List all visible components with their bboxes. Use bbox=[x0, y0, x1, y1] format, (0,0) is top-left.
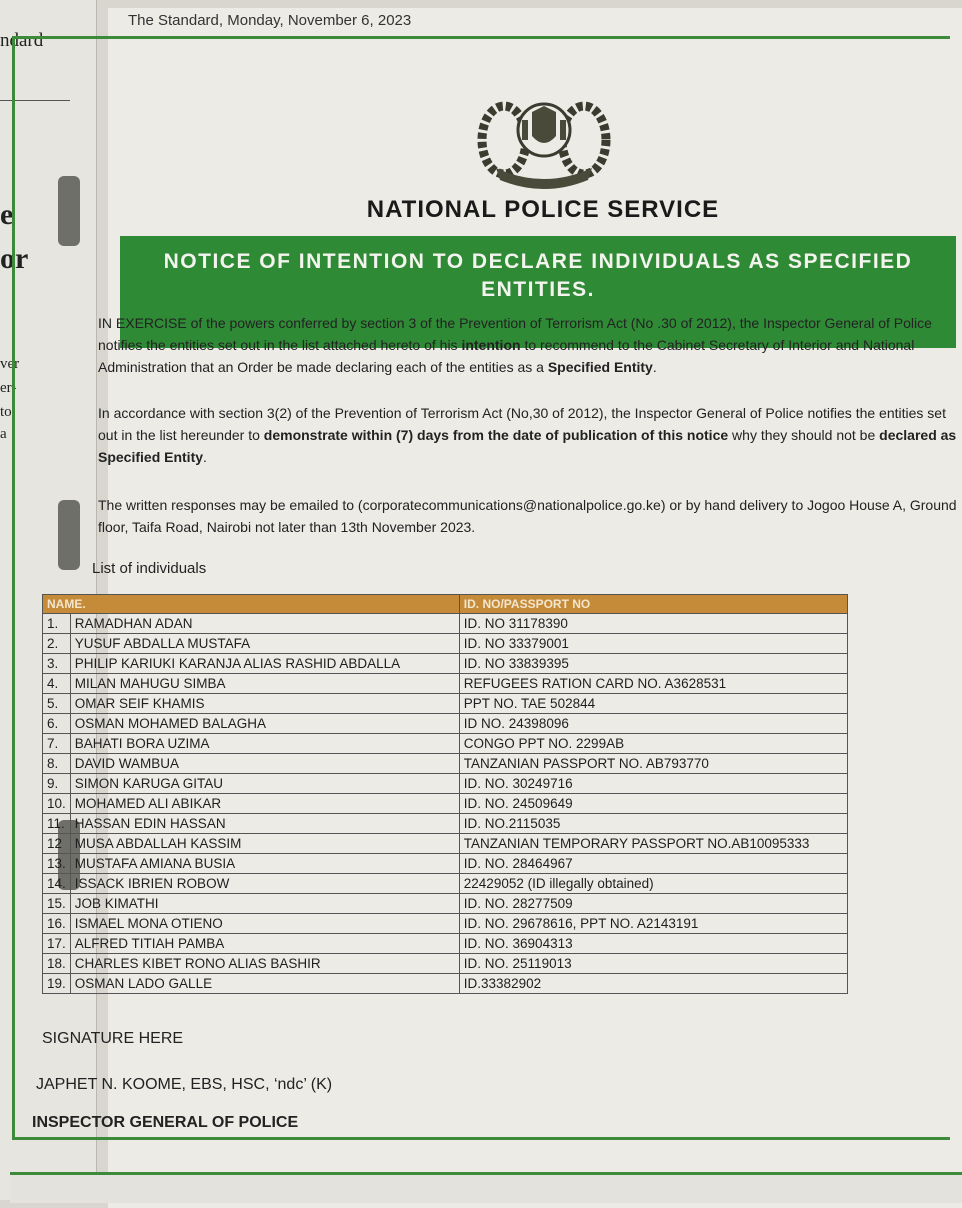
adjacent-text-line: to bbox=[0, 404, 12, 420]
table-row bbox=[43, 934, 848, 954]
entity-id-number: ID.33382902 bbox=[459, 974, 847, 994]
table-row bbox=[43, 674, 848, 694]
row-number: 18. bbox=[43, 954, 71, 974]
signature-placeholder: SIGNATURE HERE bbox=[42, 1030, 184, 1047]
entity-id-number: ID. NO 33839395 bbox=[459, 654, 847, 674]
signatory-title: INSPECTOR GENERAL OF POLICE bbox=[32, 1114, 299, 1131]
entity-id-number: TANZANIAN PASSPORT NO. AB793770 bbox=[459, 754, 847, 774]
entity-name: ALFRED TITIAH PAMBA bbox=[70, 934, 459, 954]
entity-name: MUSA ABDALLAH KASSIM bbox=[70, 834, 459, 854]
entity-name: DAVID WAMBUA bbox=[70, 754, 459, 774]
table-row bbox=[43, 834, 848, 854]
entity-id-number: ID. NO 31178390 bbox=[459, 614, 847, 634]
entity-name: ISSACK IBRIEN ROBOW bbox=[70, 874, 459, 894]
entity-id-number: ID. NO. 25119013 bbox=[459, 954, 847, 974]
entity-id-number: ID. NO. 24509649 bbox=[459, 794, 847, 814]
entity-name: ISMAEL MONA OTIENO bbox=[70, 914, 459, 934]
entity-id-number: TANZANIAN TEMPORARY PASSPORT NO.AB10095333 bbox=[459, 834, 847, 854]
entities-table bbox=[42, 594, 848, 994]
adjacent-text-line: er- bbox=[0, 380, 17, 396]
notice-banner: NOTICE OF INTENTION TO DECLARE INDIVIDUALS AS SPECIFIED ENTITIES. bbox=[120, 236, 956, 348]
table-row bbox=[43, 634, 848, 654]
row-number: 13. bbox=[43, 854, 71, 874]
table-row bbox=[43, 854, 848, 874]
next-notice-border bbox=[10, 1172, 962, 1203]
table-header-row bbox=[43, 595, 848, 614]
adjacent-masthead: ndard bbox=[0, 30, 44, 51]
entity-name: JOB KIMATHI bbox=[70, 894, 459, 914]
entity-name: MILAN MAHUGU SIMBA bbox=[70, 674, 459, 694]
table-row bbox=[43, 894, 848, 914]
table-row bbox=[43, 694, 848, 714]
row-number: 6. bbox=[43, 714, 71, 734]
row-number: 10. bbox=[43, 794, 71, 814]
entity-name: BAHATI BORA UZIMA bbox=[70, 734, 459, 754]
entity-id-number: ID. NO. 29678616, PPT NO. A2143191 bbox=[459, 914, 847, 934]
entity-name: SIMON KARUGA GITAU bbox=[70, 774, 459, 794]
table-row bbox=[43, 614, 848, 634]
row-number: 17. bbox=[43, 934, 71, 954]
adjacent-headline-fragment-2: or bbox=[0, 242, 29, 275]
entity-id-number: 22429052 (ID illegally obtained) bbox=[459, 874, 847, 894]
list-label: List of individuals bbox=[92, 560, 207, 577]
row-number: 16. bbox=[43, 914, 71, 934]
entity-id-number: ID. NO.2115035 bbox=[459, 814, 847, 834]
entity-name: RAMADHAN ADAN bbox=[70, 614, 459, 634]
row-number: 19. bbox=[43, 974, 71, 994]
table-row bbox=[43, 974, 848, 994]
row-number: 2. bbox=[43, 634, 71, 654]
row-number: 5. bbox=[43, 694, 71, 714]
entity-id-number: ID. NO. 28464967 bbox=[459, 854, 847, 874]
adjacent-text-line: a bbox=[0, 426, 7, 442]
entity-name: PHILIP KARIUKI KARANJA ALIAS RASHID ABDALLA bbox=[70, 654, 459, 674]
notice-paragraph-2: In accordance with section 3(2) of the Prevention of Terrorism Act (No,30 of 2012), the Inspector General of Police notifies the entities set out in the list hereunder to demonstrate within (7) days from the date of publication of this notice why they should not be declared as Specified Entity. bbox=[98, 405, 957, 465]
police-crest-icon bbox=[474, 90, 614, 194]
signatory-name: JAPHET N. KOOME, EBS, HSC, ‘ndc’ (K) bbox=[36, 1076, 333, 1093]
row-number: 4. bbox=[43, 674, 71, 694]
newspaper-dateline: The Standard, Monday, November 6, 2023 bbox=[128, 12, 412, 29]
table-row bbox=[43, 814, 848, 834]
table-row bbox=[43, 914, 848, 934]
entity-id-number: REFUGEES RATION CARD NO. A3628531 bbox=[459, 674, 847, 694]
column-header-id: ID. NO/PASSPORT NO bbox=[459, 595, 847, 614]
entity-name: MUSTAFA AMIANA BUSIA bbox=[70, 854, 459, 874]
entity-id-number: ID. NO. 28277509 bbox=[459, 894, 847, 914]
row-number: 15. bbox=[43, 894, 71, 914]
entity-id-number: PPT NO. TAE 502844 bbox=[459, 694, 847, 714]
row-number: 7. bbox=[43, 734, 71, 754]
table-row bbox=[43, 754, 848, 774]
row-number: 11. bbox=[43, 814, 71, 834]
entity-name: OMAR SEIF KHAMIS bbox=[70, 694, 459, 714]
entity-name: OSMAN LADO GALLE bbox=[70, 974, 459, 994]
row-number: 1. bbox=[43, 614, 71, 634]
row-number: 14. bbox=[43, 874, 71, 894]
entity-id-number: CONGO PPT NO. 2299AB bbox=[459, 734, 847, 754]
row-number: 9. bbox=[43, 774, 71, 794]
table-row bbox=[43, 734, 848, 754]
table-row bbox=[43, 794, 848, 814]
entity-id-number: ID. NO. 30249716 bbox=[459, 774, 847, 794]
table-row bbox=[43, 774, 848, 794]
row-number: 8. bbox=[43, 754, 71, 774]
entity-id-number: ID. NO. 36904313 bbox=[459, 934, 847, 954]
row-number: 12 bbox=[43, 834, 71, 854]
adjacent-headline-fragment-1: e bbox=[0, 198, 14, 231]
notice-paragraph-1: IN EXERCISE of the powers conferred by section 3 of the Prevention of Terrorism Act (No .30 of 2012), the Inspector General of Police notifies the entities set out in the list attached hereto of his intention to recommend to the Cabinet Secretary of Interior and National Administration that an Order be made declaring each of the entities as a Specified Entity. bbox=[98, 315, 932, 375]
entity-name: YUSUF ABDALLA MUSTAFA bbox=[70, 634, 459, 654]
adjacent-text-line: ver bbox=[0, 356, 20, 372]
table-row bbox=[43, 954, 848, 974]
entity-id-number: ID NO. 24398096 bbox=[459, 714, 847, 734]
table-row bbox=[43, 654, 848, 674]
entity-name: MOHAMED ALI ABIKAR bbox=[70, 794, 459, 814]
row-number: 3. bbox=[43, 654, 71, 674]
notice-paragraph-3: The written responses may be emailed to (corporatecommunications@nationalpolice.go.ke) or by hand delivery to Jogoo House A, Ground floor, Taifa Road, Nairobi not later than 13th November 2023. bbox=[98, 497, 957, 535]
entity-name: CHARLES KIBET RONO ALIAS BASHIR bbox=[70, 954, 459, 974]
entity-name: HASSAN EDIN HASSAN bbox=[70, 814, 459, 834]
column-header-name: NAME. bbox=[43, 595, 460, 614]
table-row bbox=[43, 874, 848, 894]
table-row bbox=[43, 714, 848, 734]
entity-name: OSMAN MOHAMED BALAGHA bbox=[70, 714, 459, 734]
page-title: NATIONAL POLICE SERVICE bbox=[366, 196, 720, 223]
entity-id-number: ID. NO 33379001 bbox=[459, 634, 847, 654]
